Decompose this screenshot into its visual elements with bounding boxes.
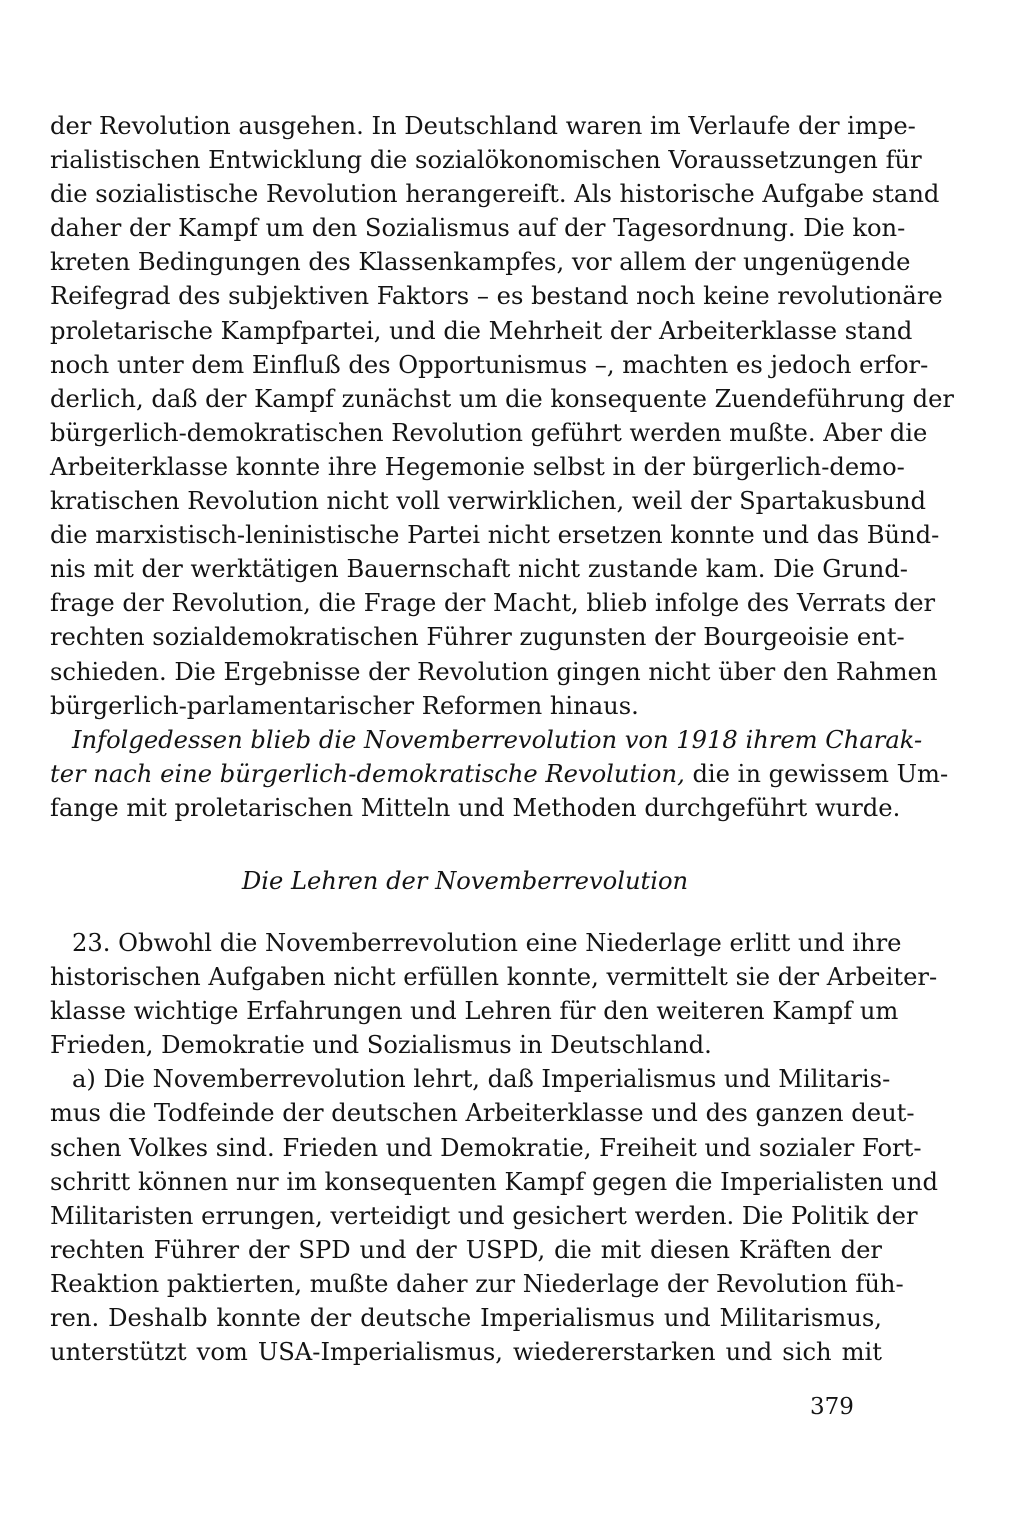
body-text: kreten Bedingungen des Klassenkampfes, vor allem der ungenügende [50,248,911,277]
body-text: frage der Revolution, die Frage der Macht, blieb infolge des Verrats der [50,589,936,618]
body-text: historischen Aufgaben nicht erfüllen konnte, vermittelt sie der Arbeiter- [50,963,938,992]
block2-line [50,1233,882,1267]
section-heading: Die Lehren der Novemberrevolution [241,867,689,895]
block1-line [50,245,911,279]
body-text: schieden. Die Ergebnisse der Revolution gingen nicht über den Rahmen [50,657,938,686]
body-text: rechten sozialdemokratischen Führer zugunsten der Bourgeoisie ent- [50,623,905,652]
block2-line [50,960,938,994]
body-text: Frieden, Demokratie und Sozialismus in Deutschland. [50,1031,712,1060]
block2-line [50,1165,938,1199]
block2-line [50,1267,904,1301]
body-text: schen Volkes sind. Frieden und Demokratie, Freiheit und sozialer Fort- [50,1133,922,1162]
body-text: 23. Obwohl die Novemberrevolution eine Niederlage erlitt und ihre [72,929,902,957]
block1-line [50,791,901,825]
block1-line [50,484,927,518]
body-text: nis mit der werktätigen Bauernschaft nicht zustande kam. Die Grund- [50,555,908,584]
body-text: proletarische Kampfpartei, und die Mehrheit der Arbeiterklasse stand [50,316,913,345]
block2-line [50,1096,915,1130]
block1-line [50,723,923,757]
block2-line [50,1062,891,1096]
body-text: bürgerlich-demokratischen Revolution geführt werden mußte. Aber die [50,418,928,447]
block1-line [50,314,913,348]
body-text: Reifegrad des subjektiven Faktors – es bestand noch keine revolutionäre [50,282,943,311]
block1-line [50,655,938,689]
block2-line [50,1028,882,1062]
block2-line [50,1335,882,1369]
block2-line [50,994,899,1028]
block1-line [50,382,954,416]
body-text: die in gewissem Um- [684,759,949,788]
block1-line [50,450,905,484]
block1-line [50,586,936,620]
body-text: noch unter dem Einfluß des Opportunismus –, machten es jedoch erfor- [50,350,929,379]
body-text: der Revolution ausgehen. In Deutschland waren im Verlaufe der impe- [50,112,916,140]
block1-line [50,518,940,552]
block1-line [50,177,940,211]
body-text: bürgerlich-parlamentarischer Reformen hinaus. [50,691,639,720]
block2-line [50,926,902,960]
block1-line [50,416,928,450]
block1-line [50,109,916,143]
block1-line [50,757,949,791]
body-text: fange mit proletarischen Mitteln und Methoden durchgeführt wurde. [50,793,901,822]
block1-line [50,348,929,382]
body-text: schritt können nur im konsequenten Kampf gegen die Imperialisten und [50,1167,938,1196]
body-text: ren. Deshalb konnte der deutsche Imperialismus und Militarismus, [50,1304,882,1333]
body-text: daher der Kampf um den Sozialismus auf der Tagesordnung. Die kon- [50,214,906,243]
body-text: Militaristen errungen, verteidigt und gesichert werden. Die Politik der [50,1201,918,1230]
body-text: die marxistisch-leninistische Partei nicht ersetzen konnte und das Bünd- [50,521,940,550]
body-text: rialistischen Entwicklung die sozialökonomischen Voraussetzungen für [50,146,922,175]
block1-line [50,689,882,723]
body-text: derlich, daß der Kampf zunächst um die konsequente Zuendeführung der [50,384,954,413]
body-text: kratischen Revolution nicht voll verwirklichen, weil der Spartakusbund [50,487,927,516]
paragraph-block-lessons [50,926,938,1369]
block1-line [50,143,922,177]
block1-line [50,211,906,245]
italic-text: ter nach eine bürgerlich-demokratische Revolution, [50,759,685,788]
body-text: klasse wichtige Erfahrungen und Lehren für den weiteren Kampf um [50,997,899,1026]
body-text: rechten Führer der SPD und der USPD, die mit diesen Kräften der [50,1235,882,1264]
block2-line [50,1301,882,1335]
page-number: 379 [810,1394,854,1420]
paragraph-block-revolution-character [50,109,954,825]
block1-line [50,620,905,654]
block1-line [50,552,908,586]
body-text: unterstützt vom USA-Imperialismus, wiedererstarken und sich mit [50,1338,882,1367]
italic-text: Infolgedessen blieb die Novemberrevolution von 1918 ihrem Charak- [72,725,923,754]
body-text: die sozialistische Revolution herangereift. Als historische Aufgabe stand [50,180,940,209]
body-text: Arbeiterklasse konnte ihre Hegemonie selbst in der bürgerlich-demo- [50,452,905,481]
block2-line [50,1131,922,1165]
body-text: a) Die Novemberrevolution lehrt, daß Imperialismus und Militaris- [72,1065,891,1094]
block1-line [50,279,943,313]
block2-line [50,1199,918,1233]
body-text: mus die Todfeinde der deutschen Arbeiterklasse und des ganzen deut- [50,1099,915,1128]
body-text: Reaktion paktierten, mußte daher zur Niederlage der Revolution füh- [50,1269,904,1298]
